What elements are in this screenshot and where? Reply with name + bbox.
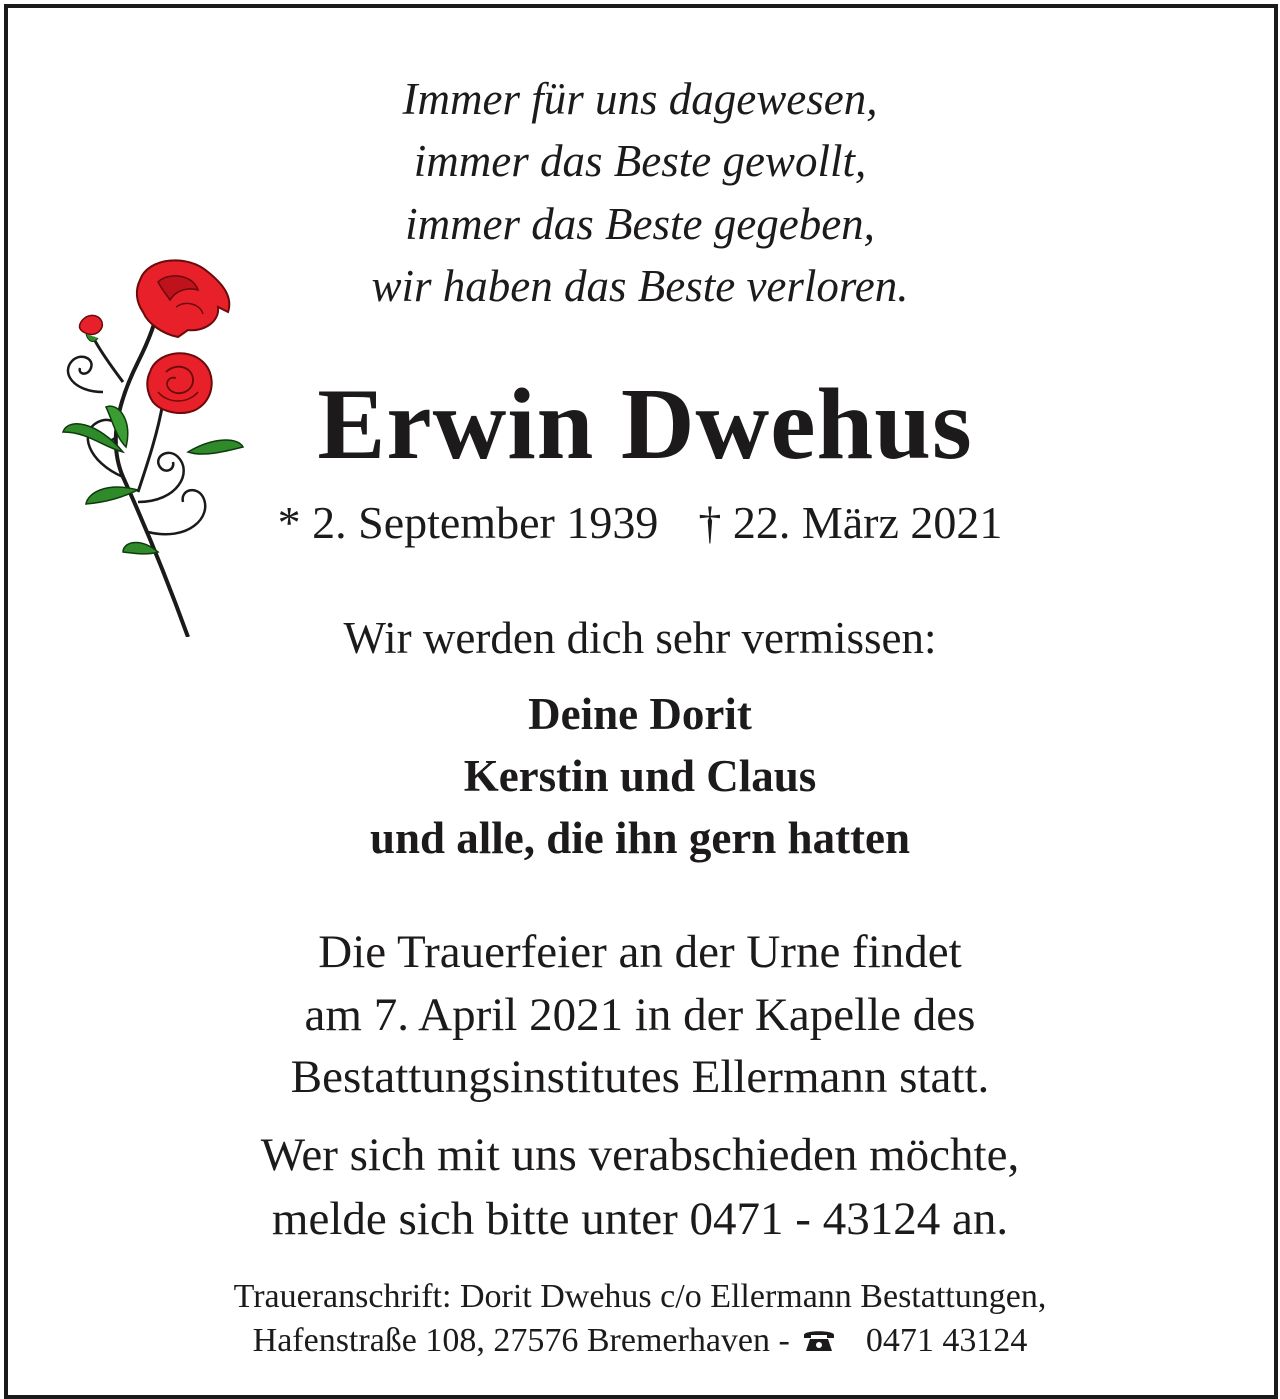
poem-line-4: wir haben das Beste verloren. — [371, 261, 909, 311]
poem-line-1: Immer für uns dagewesen, — [402, 74, 878, 124]
farewell-intro: Wir werden dich sehr vermissen: — [343, 613, 937, 663]
deceased-name: Erwin Dwehus — [317, 368, 973, 481]
ceremony-line-1: Die Trauerfeier an der Urne findet — [318, 926, 962, 978]
family-line-1: Deine Dorit — [528, 689, 752, 739]
ceremony-line-2: am 7. April 2021 in der Kapelle des — [304, 989, 976, 1041]
telephone-icon — [802, 1327, 836, 1353]
phone-number: 0471 43124 — [865, 1322, 1028, 1359]
poem-line-3: immer das Beste gegeben, — [405, 199, 875, 249]
contact-line-2: melde sich bitte unter 0471 - 43124 an. — [271, 1193, 1009, 1245]
family-line-2: Kerstin und Claus — [463, 751, 817, 801]
address-street: Hafenstraße 108, 27576 Bremerhaven - — [252, 1322, 790, 1359]
birth-date: * 2. September 1939 — [277, 497, 659, 548]
poem-line-2: immer das Beste gewollt, — [413, 136, 867, 186]
ceremony-line-3: Bestattungsinstitutes Ellermann statt. — [290, 1051, 990, 1103]
death-date: † 22. März 2021 — [698, 497, 1003, 548]
address-line-1: Traueranschrift: Dorit Dwehus c/o Ellermann Bestattungen, — [233, 1278, 1047, 1315]
contact-line-1: Wer sich mit uns verabschieden möchte, — [260, 1129, 1020, 1181]
family-line-3: und alle, die ihn gern hatten — [369, 813, 911, 863]
life-dates — [0, 496, 1280, 549]
address-line-2 — [0, 1322, 1280, 1360]
